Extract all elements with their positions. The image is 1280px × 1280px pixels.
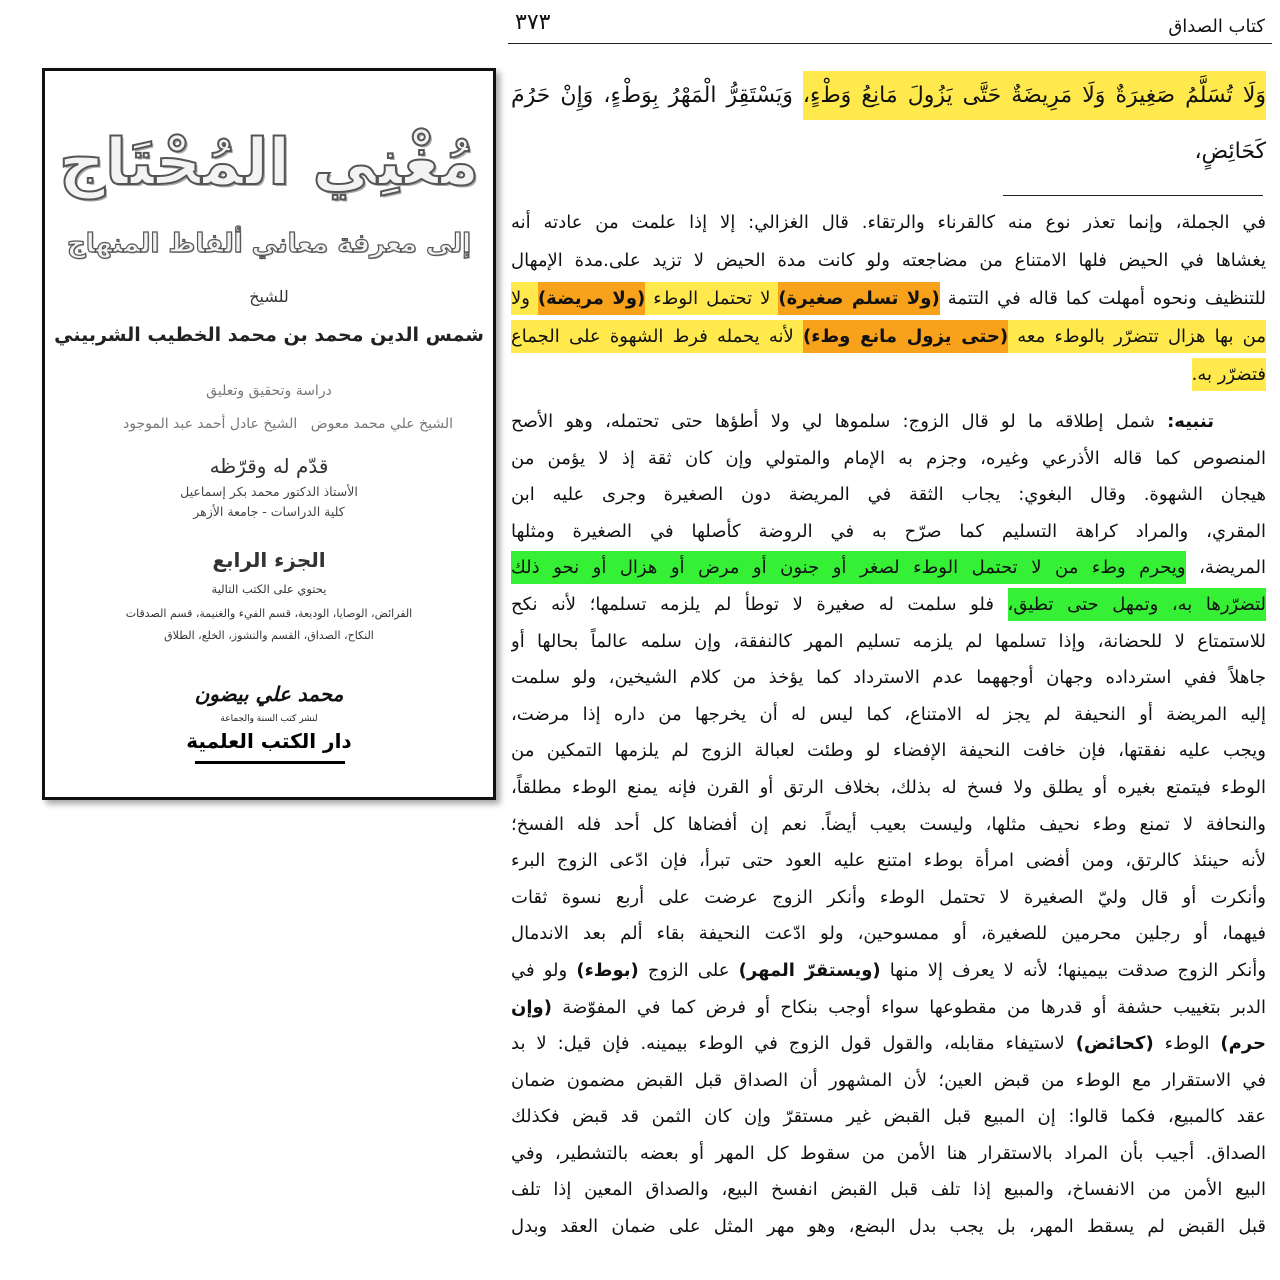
cover-title: مُغْنِي المُحْتَاج (58, 126, 480, 200)
highlighted-text: ويحرم وطء من لا تحتمل الوطء لصغر أو جنون أو مرض أو هزال أو نحو ذلك (511, 551, 1186, 584)
text-line (511, 990, 1266, 1027)
text-segment: في الاستقرار مع الوطء من قبض العين؛ لأن المشهور أن الصداق قبل القبض مضمون ضمان (511, 1069, 1266, 1091)
text-line (511, 953, 1266, 990)
matn-quote: (بوطء) (576, 959, 639, 981)
cover-foreword-author: الأستاذ الدكتور محمد بكر إسماعيل (180, 484, 358, 499)
book-cover (42, 68, 496, 800)
text-line (511, 843, 1266, 880)
text-segment: الوطء (1153, 1033, 1221, 1055)
text-segment: للاستمتاع لا للحضانة، وإذا تسلمها لم يلزمه تسليم المهر كالنفقة، وإن سلمه عالماً بحالها أو (511, 630, 1266, 652)
text-segment: على الزوج (638, 959, 739, 981)
text-line (511, 1026, 1266, 1063)
publisher-signature: محمد علي بيضون (194, 682, 344, 706)
text-segment: والنحافة لا تمنع وطء نحيف مثلها، وليست بعيب أيضاً. نعم إن أفضاها كل أحد فله الفسخ؛ (511, 813, 1266, 835)
text-line (511, 916, 1266, 953)
publisher-name: دار الكتب العلمية (186, 729, 352, 753)
matn-separator-rule (1003, 195, 1263, 196)
matn-quote: (ولا مريضة) (538, 282, 645, 315)
text-segment: كَحَائِضٍ، (1194, 139, 1266, 164)
cover-contents-line: الفرائض، الوصايا، الوديعة، قسم الفيء والغنيمة، قسم الصدقات (125, 607, 413, 620)
header-rule (508, 43, 1272, 44)
running-header-title: كتاب الصداق (1168, 16, 1265, 37)
text-segment: وأنكرت أو قال وليّ الصغيرة لا تحتمل الوطء وأنكر الزوج عرضت على أربع نسوة ثقات (511, 886, 1266, 908)
page-number: ٣٧٣ (515, 10, 551, 35)
text-line (511, 587, 1266, 624)
text-segment: هيجان الشهوة. وقال البغوي: يجاب الثقة في المريضة دون الصغيرة وجرى عليه ابن (511, 484, 1266, 506)
cover-editor: الشيخ علي محمد معوض (310, 416, 453, 432)
text-line (511, 356, 1266, 394)
text-line (511, 404, 1266, 441)
cover-subtitle: إلى معرفة معاني ألفاظ المنهاج (66, 229, 472, 259)
text-segment: قبل القبض لم يسقط المهر، بل يجب بدل البضع، وهو مهر المثل على ضمان العقد وبدل (511, 1216, 1266, 1238)
text-line (511, 880, 1266, 917)
text-line (511, 280, 1266, 318)
text-segment: المقري، والمراد كراهة التسليم كما صرّح به في الروضة كأصلها في الصغيرة ومثلها (511, 520, 1266, 542)
cover-volume: الجزء الرابع (212, 548, 326, 572)
text-line (511, 807, 1266, 844)
text-line (511, 477, 1266, 514)
text-line (511, 204, 1266, 242)
text-line (511, 318, 1266, 356)
text-line (511, 770, 1266, 807)
cover-foreword-affiliation: كلية الدراسات - جامعة الأزهر (193, 504, 345, 519)
text-line (511, 1209, 1266, 1246)
text-segment: وَيَسْتَقِرُّ الْمَهْرُ بِوَطْءٍ، وَإِنْ حَرُمَ (511, 83, 803, 108)
cover-foreword-label: قدّم له وقرّظه (209, 454, 329, 478)
text-segment: في الجملة، وإنما تعذر نوع منه كالقرناء والرتقاء. قال الغزالي: إلا إذا علمت من عادته أنه (511, 212, 1266, 233)
text-segment: وأنكر الزوج صدقت بيمينها؛ لأنه لا يعرف إلا منها (880, 959, 1266, 981)
highlighted-text: لتضرّرها به، وتمهل حتى تطيق، (1008, 588, 1266, 621)
matn-quote: (ولا تسلم صغيرة) (778, 282, 939, 315)
text-segment: ويجب عليه نفقتها، فإن خافت النحيفة الإفضاء لو وطئت لعبالة الزوج لم يلزمها التمكين من (511, 740, 1266, 762)
text-segment: فلو سلمت له صغيرة لا توطأ لم يلزمه تسلمها؛ لأنه نكح (511, 593, 1008, 615)
text-segment: شمل إطلاقه ما لو قال الزوج: سلموها لي ولا أطؤها حتى تحتمله، وهو الأصح (511, 411, 1168, 432)
text-segment: المنصوص كما قاله الأذرعي وغيره، وجزم به الإمام والمتولي وإن كان ثقة إذ لا يؤمن من (511, 447, 1266, 469)
text-line (511, 550, 1266, 587)
text-segment: الوطء فيتمتع بغيره أو يطلق ولا فسخ له بذلك، بخلاف الرتق أو القرن فإنه يمنع الوطء مطلقاً، (511, 776, 1266, 798)
text-segment: للتنظيف ونحوه أمهلت كما قاله في التتمة (939, 288, 1266, 309)
matn-quote: (كحائض) (1075, 1033, 1154, 1055)
matn-quote: (ويستقرّ المهر) (738, 959, 881, 981)
cover-author-prefix: للشيخ (249, 287, 289, 306)
cover-contents-line: النكاح، الصداق، القسم والنشوز، الخلع، الطلاق (164, 629, 374, 642)
text-line (511, 514, 1266, 551)
cover-editing-label: دراسة وتحقيق وتعليق (206, 383, 332, 399)
text-segment: يغشاها في الحيض فلها الامتناع من مضاجعته ولو كانت مدة الحيض لا تزيد على.مدة الإمهال (511, 250, 1266, 271)
matn-quote: (حتى يزول مانع وطء) (803, 320, 1008, 353)
cover-contents-label: يحتوي على الكتب التالية (211, 582, 327, 596)
highlighted-text: فتضرّر به. (1192, 358, 1266, 391)
cover-author: شمس الدين محمد بن محمد الخطيب الشربيني (54, 324, 484, 346)
text-segment: لأنه حينئذ كالرتق، ومن أفضى امرأة بوطء امتنع عليه العود حتى تبرأ، فإن ادّعى الزوج البرء (511, 850, 1266, 872)
publisher-tagline: لنشر كتب السنة والجماعة (220, 714, 318, 724)
text-segment: لاستيفاء مقابله، والقول قول الزوج في الوطء بيمينه. فإن قيل: لا بد (511, 1033, 1076, 1055)
matn-text (511, 68, 1266, 180)
text-line (511, 68, 1266, 124)
matn-quote: (وإن (511, 996, 552, 1018)
text-line (511, 1099, 1266, 1136)
matn-quote: تنبيه: (1167, 411, 1214, 432)
matn-quote: حرم) (1220, 1033, 1266, 1055)
highlighted-text: من بها هزال تتضرّر بالوطء معه (1008, 320, 1266, 353)
text-line (511, 1172, 1266, 1209)
commentary-paragraph (511, 204, 1266, 394)
highlighted-text: لأنه يحمله فرط الشهوة على الجماع (511, 320, 803, 353)
text-segment: المريضة، (1185, 557, 1266, 579)
highlighted-text: لا تحتمل الوطء (645, 282, 778, 315)
text-segment: الدبر بتغييب حشفة أو قدرها من مقطوعها سواء أوجب بنكاح أو فرض كما في المفوّضة (551, 996, 1266, 1018)
text-segment: البيع الأمن من الانفساخ، والمبيع إذا تلف قبل القبض انفسخ البيع، والصداق المعين إذا تلف (511, 1179, 1266, 1201)
text-line (511, 697, 1266, 734)
text-line (511, 733, 1266, 770)
highlighted-text: وَلَا تُسَلَّمُ صَغِيرَةٌ وَلَا مَرِيضَةٌ حَتَّى يَزُولَ مَانِعُ وَطْءٍ، (803, 71, 1266, 120)
text-line (511, 624, 1266, 661)
text-line (511, 1136, 1266, 1173)
text-segment: ولو في (511, 959, 577, 981)
text-segment: إليه المريضة أو النحيفة لم يجز له الامتناع، كما ليس له أن يخرجها من داره إذا مرضت، (511, 703, 1266, 725)
text-segment: الصداق. أجيب بأن المراد بالاستقرار هنا الأمن من سقوط كل المهر أو بعضه بالتشطير، وفي (511, 1142, 1266, 1164)
text-line (511, 441, 1266, 478)
text-segment: جاهلاً ففي استرداده وجهان أوجههما عدم الاسترداد كما يؤخذ من كلام الشيخين، ولو سلمت (511, 667, 1266, 689)
text-line (511, 1063, 1266, 1100)
commentary-paragraph (511, 404, 1266, 1246)
text-line (511, 242, 1266, 280)
text-line (511, 124, 1266, 180)
text-segment: عقد كالمبيع، فكما قالوا: إن المبيع قبل القبض غير مستقرّ وإن كان الثمن قد قبض فكذلك (511, 1106, 1266, 1128)
cover-editor: الشيخ عادل أحمد عبد الموجود (123, 416, 298, 432)
text-line (511, 660, 1266, 697)
highlighted-text: ولا (511, 282, 538, 315)
text-segment: فيهما، أو رجلين محرمين للصغيرة، أو ممسوحين، ولو ادّعت النحيفة بقاء ألم بعد الاندمال (511, 923, 1266, 945)
